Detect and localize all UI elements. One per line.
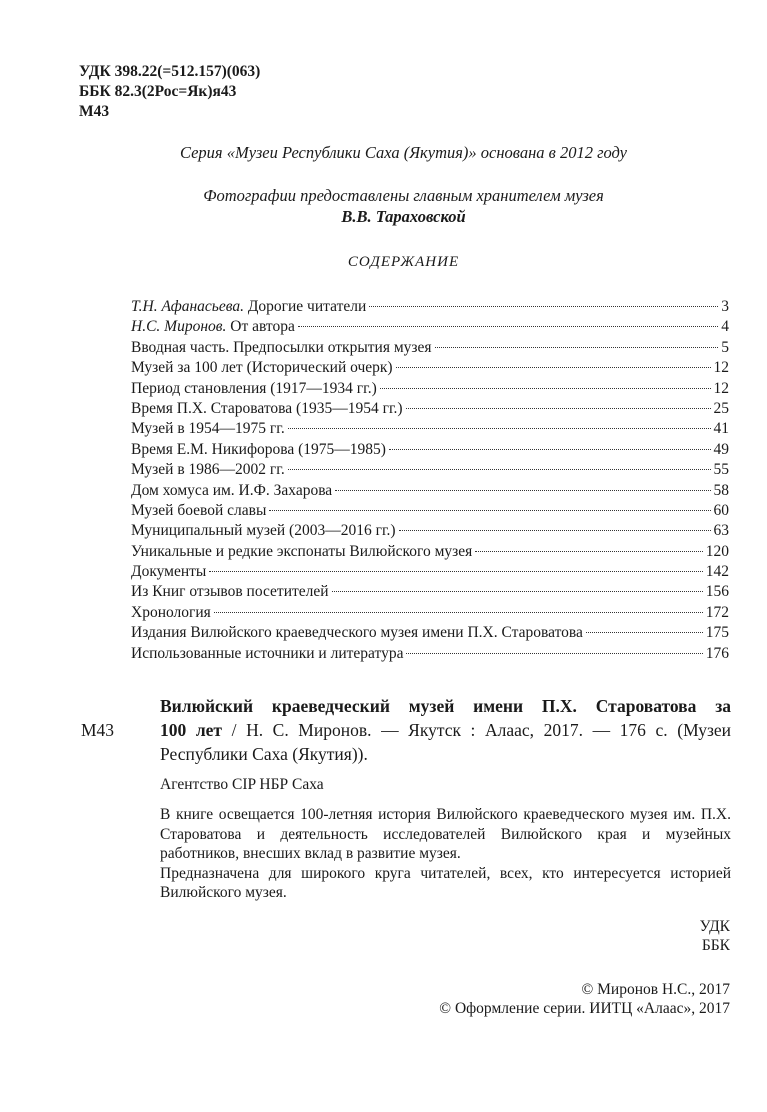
bibliographic-record [81, 694, 731, 766]
udk-label: УДК [699, 918, 730, 935]
toc-entry [131, 339, 729, 359]
bbk-label: ББК [701, 937, 730, 954]
toc-entry-page: 63 [713, 522, 729, 540]
toc-leader-dots [435, 347, 719, 348]
udk-bbk-block [700, 917, 730, 955]
toc-entry-page: 4 [721, 318, 729, 336]
toc-entry [131, 604, 729, 624]
toc-entry-page: 58 [713, 481, 729, 499]
toc-entry [131, 461, 729, 481]
toc-entry-page: 120 [705, 542, 729, 560]
toc-entry [131, 645, 729, 665]
toc-leader-dots [399, 530, 711, 531]
toc-entry [131, 624, 729, 644]
toc-leader-dots [335, 490, 710, 491]
toc-entry [131, 522, 729, 542]
series-note: Серия «Музеи Республики Саха (Якутия)» основана в 2012 году [179, 143, 628, 162]
classification-codes [79, 62, 260, 122]
photos-note [0, 185, 767, 227]
toc-entry-title: Муниципальный музей (2003—2016 гг.) [131, 522, 396, 540]
toc-entry-title: Издания Вилюйского краеведческого музея имени П.Х. Староватова [131, 624, 583, 642]
toc-leader-dots [269, 510, 710, 511]
toc-entry-title: Время Е.М. Никифорова (1975—1985) [131, 440, 386, 458]
toc-entry-page: 12 [713, 359, 729, 377]
toc-entry [131, 380, 729, 400]
toc-entry [131, 543, 729, 563]
toc-leader-dots [288, 428, 711, 429]
copyright-block [439, 980, 730, 1018]
toc-leader-dots [586, 632, 703, 633]
toc-leader-dots [369, 306, 718, 307]
toc-entry-title: Время П.Х. Староватова (1935—1954 гг.) [131, 399, 403, 417]
toc-leader-dots [389, 449, 711, 450]
toc-leader-dots [332, 591, 703, 592]
cip-agency: Агентство CIP НБР Саха [160, 776, 324, 793]
toc-entry-page: 49 [713, 440, 729, 458]
toc-entry-page: 5 [721, 338, 729, 356]
author-mark: М43 [79, 103, 110, 120]
toc-entry [131, 441, 729, 461]
biblio-text [160, 694, 731, 766]
toc-entry-page: 175 [705, 624, 729, 642]
toc-entry [131, 400, 729, 420]
toc-entry [131, 583, 729, 603]
toc-entry-title: Использованные источники и литература [131, 644, 404, 662]
toc-entry-title: Дом хомуса им. И.Ф. Захарова [131, 481, 333, 499]
toc-entry-title: От автора [226, 318, 295, 336]
udk-code: УДК 398.22(=512.157)(063) [79, 63, 261, 80]
toc-leader-dots [475, 551, 702, 552]
toc-leader-dots [209, 571, 702, 572]
toc-entry-title: Музей в 1986—2002 гг. [131, 461, 285, 479]
toc-entry [131, 563, 729, 583]
toc-entry-title: Музей за 100 лет (Исторический очерк) [131, 359, 393, 377]
toc-leader-dots [396, 367, 711, 368]
toc-entry-page: 172 [705, 603, 729, 621]
toc-title: СОДЕРЖАНИЕ [347, 254, 460, 270]
toc-entry-title: Дорогие читатели [243, 298, 367, 315]
photos-note-name: В.В. Тараховской [341, 207, 466, 226]
toc-entry-page: 12 [713, 379, 729, 397]
toc-entry-title: Уникальные и редкие экспонаты Вилюйского музея [131, 542, 473, 560]
toc-entry-title: Хронология [131, 603, 211, 621]
toc-entry-page: 176 [705, 644, 729, 662]
toc-entry-page: 55 [713, 461, 729, 479]
photos-note-line: Фотографии предоставлены главным хранителем музея [203, 186, 604, 205]
toc-entry-page: 156 [705, 583, 729, 601]
toc-leader-dots [406, 408, 711, 409]
table-of-contents [131, 298, 729, 665]
toc-entry-title: Период становления (1917—1934 гг.) [131, 379, 377, 397]
toc-entry-author: Н.С. Миронов. [131, 318, 227, 336]
toc-entry-page: 3 [721, 298, 729, 315]
biblio-code: М43 [81, 720, 115, 740]
biblio-title-line: Вилюйский краеведческий музей имени П.Х. Староватова за [160, 696, 731, 716]
toc-entry-author: Т.Н. Афанасьева. [131, 298, 244, 315]
toc-entry-title: Из Книг отзывов посетителей [131, 583, 329, 601]
toc-leader-dots [288, 469, 711, 470]
copyright-line: © Миронов Н.С., 2017 [581, 981, 730, 998]
toc-entry-title: Музей боевой славы [131, 501, 267, 519]
toc-entry-title: Вводная часть. Предпосылки открытия музея [131, 338, 432, 356]
annotation-paragraph: Предназначена для широкого круга читателей, всех, кто интересуется историей Вилюйского музея. [160, 864, 731, 901]
toc-entry [131, 318, 729, 338]
biblio-title-tail: 100 лет [160, 720, 223, 740]
toc-leader-dots [214, 612, 703, 613]
annotation [160, 805, 731, 903]
bbk-code: ББК 82.3(2Рос=Як)я43 [79, 83, 237, 100]
toc-entry-page: 142 [705, 563, 729, 581]
toc-entry-page: 60 [713, 501, 729, 519]
biblio-rest: / Н. С. Миронов. — Якутск : Алаас, 2017. — 176 с. (Музеи Республики Саха (Якутия)). [160, 720, 731, 764]
toc-entry [131, 359, 729, 379]
toc-entry-title: Музей в 1954—1975 гг. [131, 420, 285, 438]
toc-entry [131, 482, 729, 502]
toc-entry-page: 25 [713, 399, 729, 417]
annotation-paragraph: В книге освещается 100-летняя история Вилюйского краеведческого музея им. П.Х. Староватова и деятельность исследователей Вилюйского края и музейных работников, внесших вклад в развитие музея. [160, 806, 731, 862]
toc-entry-title: Документы [131, 563, 207, 581]
toc-entry-page: 41 [713, 420, 729, 438]
toc-leader-dots [406, 653, 702, 654]
toc-leader-dots [380, 388, 711, 389]
toc-entry [131, 420, 729, 440]
toc-leader-dots [298, 326, 718, 327]
copyright-line: © Оформление серии. ИИТЦ «Алаас», 2017 [439, 1000, 730, 1017]
toc-entry [131, 502, 729, 522]
toc-entry [131, 298, 729, 318]
